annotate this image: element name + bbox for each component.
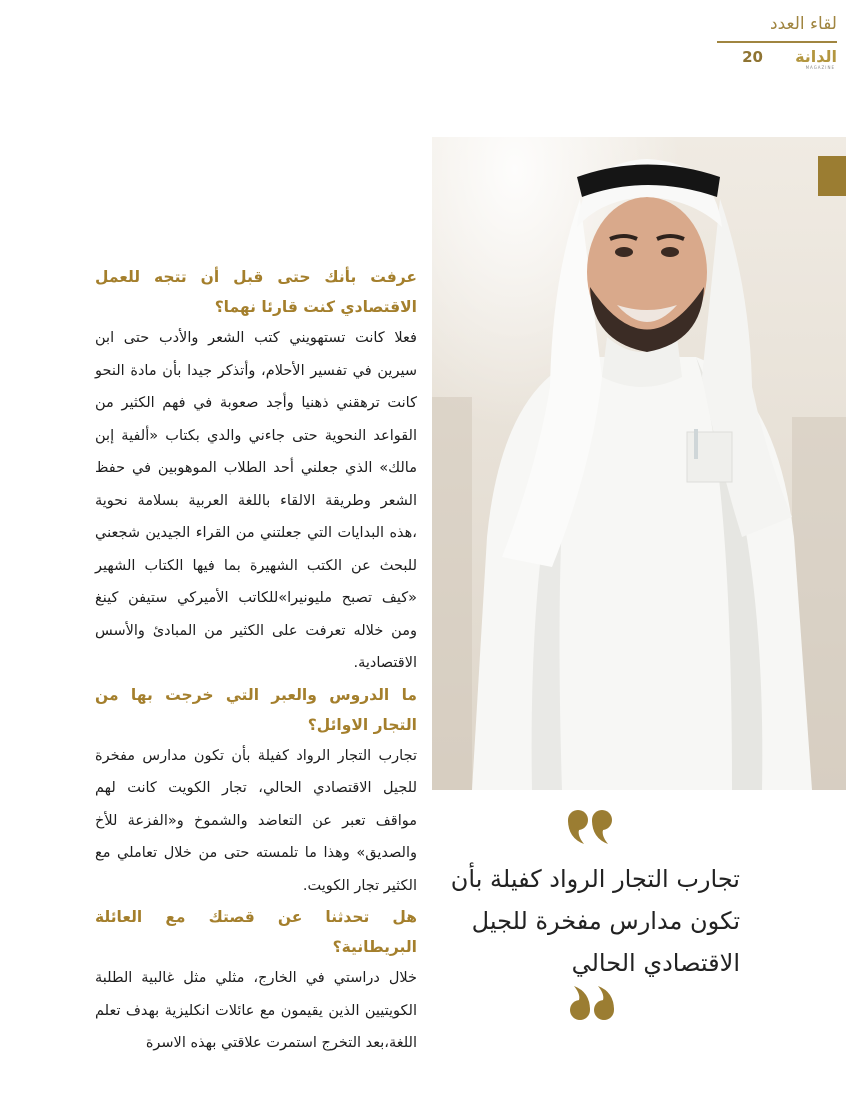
pull-quote: تجارب التجار الرواد كفيلة بأن تكون مدارس مفخرة للجيل الاقتصادي الحالي xyxy=(450,865,740,977)
answer-1: فعلا كانت تستهويني كتب الشعر والأدب حتى ابن سيرين في تفسير الأحلام، وأتذكر جيدا بأن مادة النحو كانت ترهقني ذهنيا وأجد صعوبة في فهم الكثير من القواعد النحوية حتى جاءني والدي بكتاب «ألفية إبن مالك» الذي جعلني أحد الطلاب الموهوبين في حفظ الشعر وطريقة الالقاء باللغة العربية بسلامة نحوية ،هذه البدايات التي جعلتني من القراء الجيدين شجعني للبحث عن الكتب الشهيرة بما فيها الكتاب الشهير «كيف تصبح مليونيرا»للكاتب الأميركي ستيفن كينغ ومن خلاله تعرفت على الكثير من المبادئ والأسس الاقتصادية. xyxy=(95,330,417,671)
portrait-photo-icon xyxy=(432,137,846,790)
page-number: 20 xyxy=(742,48,763,66)
quote-open-icon xyxy=(566,806,616,846)
quote-close-icon xyxy=(566,984,616,1024)
gold-corner-tab xyxy=(818,156,846,196)
article-body xyxy=(95,262,417,1060)
magazine-logo xyxy=(767,47,837,69)
header-divider xyxy=(717,41,837,43)
brand-subtitle: MAGAZINE xyxy=(805,65,835,70)
portrait-photo xyxy=(432,137,846,790)
answer-3: خلال دراستي في الخارج، مثلي مثل غالبية الطلبة الكويتيين الذين يقيمون مع عائلات انكليزية بهدف تعلم اللغة،بعد التخرج استمرت علاقتي بهذه الاسرة xyxy=(95,970,417,1051)
question-3: هل تحدثنا عن قصتك مع العائلة البريطانية؟ xyxy=(95,908,417,956)
brand-name: الدانة xyxy=(795,47,837,66)
section-title: لقاء العدد xyxy=(770,14,837,34)
question-2: ما الدروس والعبر التي خرجت بها من التجار الاوائل؟ xyxy=(95,685,417,734)
question-1: عرفت بأنك حتى قبل أن تتجه للعمل الاقتصادي كنت قارئا نهما؟ xyxy=(95,268,417,316)
answer-2: تجارب التجار الرواد كفيلة بأن تكون مدارس مفخرة للجيل الاقتصادي الحالي، تجار الكويت كانت لهم مواقف تعبر عن التعاضد والشموخ و«الفزعة للأخ والصديق» وهذا ما تلمسته حتى من خلال تعاملي مع الكثير تجار الكويت. xyxy=(95,747,417,894)
